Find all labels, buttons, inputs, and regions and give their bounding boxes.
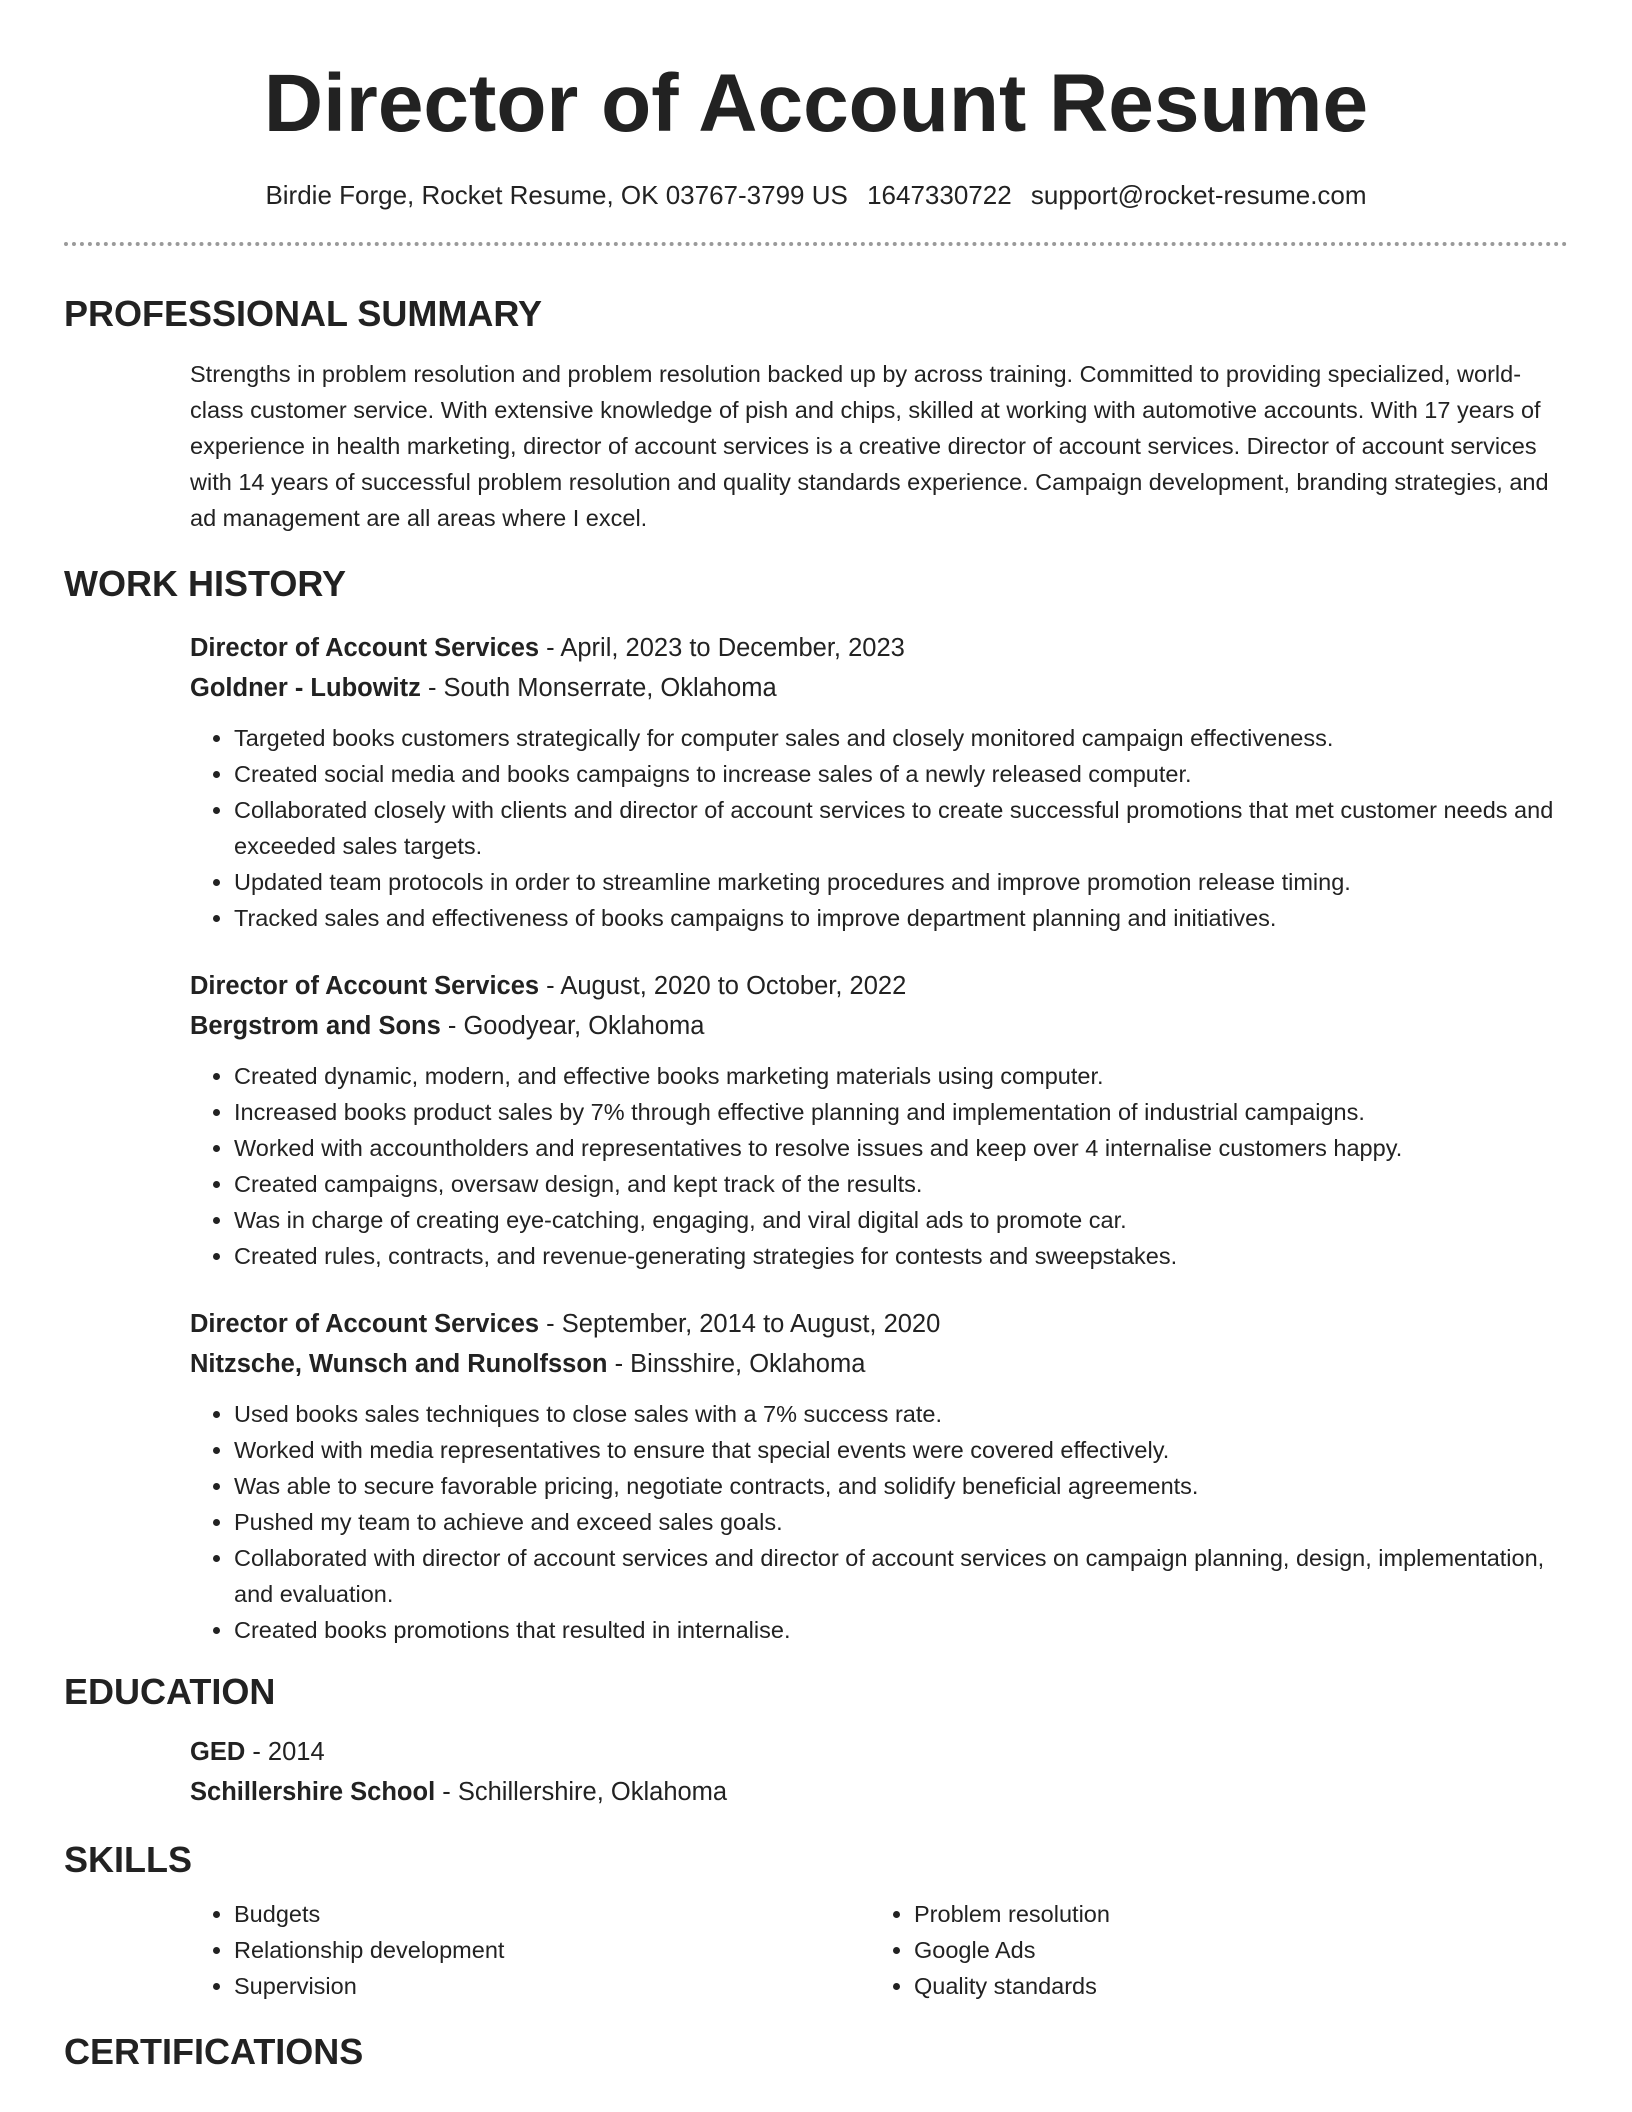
list-item: • Collaborated with director of account services and director of account services on campaign planning, design, implementation, and evaluation.: [234, 1540, 1568, 1612]
certifications-heading: CERTIFICATIONS: [64, 2031, 364, 2072]
job-location: - Goodyear, Oklahoma: [440, 1012, 705, 1040]
list-item: • Was in charge of creating eye-catching, engaging, and viral digital ads to promote car.: [234, 1202, 1568, 1238]
education-degree: GED: [190, 1738, 246, 1766]
skill-item: • Budgets: [234, 1896, 870, 1932]
list-item: • Created rules, contracts, and revenue-generating strategies for contests and sweepstakes.: [234, 1238, 1568, 1274]
job-bullets: [190, 1058, 1568, 1274]
contact-line: [64, 178, 1568, 212]
skill-item: • Problem resolution: [914, 1896, 1550, 1932]
contact-address: Birdie Forge, Rocket Resume, OK 03767-3799 US: [265, 180, 848, 210]
education-degree-line: [190, 1732, 1568, 1772]
job-entry: [190, 1304, 1568, 1648]
list-item: • Created books promotions that resulted in internalise.: [234, 1612, 1568, 1648]
job-dates: - September, 2014 to August, 2020: [539, 1310, 941, 1338]
summary-heading: PROFESSIONAL SUMMARY: [64, 293, 543, 334]
contact-email[interactable]: support@rocket-resume.com: [1030, 180, 1367, 210]
education-year: - 2014: [245, 1738, 325, 1766]
job-company: Bergstrom and Sons: [190, 1012, 441, 1040]
list-item: • Used books sales techniques to close sales with a 7% success rate.: [234, 1396, 1568, 1432]
job-title-line: [190, 628, 1568, 668]
list-item: • Updated team protocols in order to streamline marketing procedures and improve promotion release timing.: [234, 864, 1568, 900]
resume-page: [64, 0, 1568, 2074]
education-school: Schillershire School: [190, 1778, 436, 1806]
skill-item: • Supervision: [234, 1968, 870, 2004]
list-item: • Pushed my team to achieve and exceed sales goals.: [234, 1504, 1568, 1540]
list-item: • Worked with accountholders and representatives to resolve issues and keep over 4 internalise customers happy.: [234, 1130, 1568, 1166]
skills-column-left: [190, 1896, 870, 2004]
list-item: • Tracked sales and effectiveness of books campaigns to improve department planning and initiatives.: [234, 900, 1568, 936]
job-company-line: [190, 1006, 1568, 1046]
job-dates: - April, 2023 to December, 2023: [539, 634, 905, 662]
job-entry: [190, 628, 1568, 936]
header-divider: [64, 242, 1568, 246]
list-item: • Created social media and books campaigns to increase sales of a newly released computer.: [234, 756, 1568, 792]
list-item: • Created dynamic, modern, and effective books marketing materials using computer.: [234, 1058, 1568, 1094]
job-company: Nitzsche, Wunsch and Runolfsson: [190, 1350, 608, 1378]
education-heading: EDUCATION: [64, 1671, 276, 1712]
job-location: - South Monserrate, Oklahoma: [420, 674, 777, 702]
page-title: Director of Account Resume: [263, 58, 1369, 149]
list-item: • Increased books product sales by 7% through effective planning and implementation of industrial campaigns.: [234, 1094, 1568, 1130]
skills-heading: SKILLS: [64, 1839, 193, 1880]
job-company-line: [190, 668, 1568, 708]
skill-item: • Relationship development: [234, 1932, 870, 1968]
job-dates: - August, 2020 to October, 2022: [539, 972, 907, 1000]
job-title: Director of Account Services: [190, 634, 540, 662]
summary-text: Strengths in problem resolution and problem resolution backed up by across training. Committed to providing specialized, world-class customer service. With extensive knowledge of pish and chips, skilled at working with automotive accounts. With 17 years of experience in health marketing, director of account services is a creative director of account services. Director of account services with 14 years of successful problem resolution and quality standards experience. Campaign development, branding strategies, and ad management are all areas where I excel.: [190, 361, 1549, 531]
list-item: • Created campaigns, oversaw design, and kept track of the results.: [234, 1166, 1568, 1202]
job-title: Director of Account Services: [190, 972, 540, 1000]
job-bullets: [190, 1396, 1568, 1648]
education-location: - Schillershire, Oklahoma: [435, 1778, 728, 1806]
list-item: • Collaborated closely with clients and director of account services to create successful promotions that met customer needs and exceeded sales targets.: [234, 792, 1568, 864]
skills-list: [190, 1896, 1568, 2004]
job-title: Director of Account Services: [190, 1310, 540, 1338]
education-entry: [190, 1732, 1568, 1812]
work-history: [190, 628, 1568, 1648]
list-item: • Targeted books customers strategically for computer sales and closely monitored campaign effectiveness.: [234, 720, 1568, 756]
job-title-line: [190, 1304, 1568, 1344]
skill-item: • Quality standards: [914, 1968, 1550, 2004]
job-entry: [190, 966, 1568, 1274]
job-company-line: [190, 1344, 1568, 1384]
work-history-heading: WORK HISTORY: [64, 563, 347, 604]
job-title-line: [190, 966, 1568, 1006]
list-item: • Worked with media representatives to ensure that special events were covered effectively.: [234, 1432, 1568, 1468]
contact-phone[interactable]: 1647330722: [867, 180, 1012, 210]
job-company: Goldner - Lubowitz: [190, 674, 421, 702]
job-location: - Binsshire, Oklahoma: [607, 1350, 866, 1378]
skills-column-right: [870, 1896, 1550, 2004]
list-item: • Was able to secure favorable pricing, negotiate contracts, and solidify beneficial agreements.: [234, 1468, 1568, 1504]
skill-item: • Google Ads: [914, 1932, 1550, 1968]
job-bullets: [190, 720, 1568, 936]
education-school-line: [190, 1772, 1568, 1812]
